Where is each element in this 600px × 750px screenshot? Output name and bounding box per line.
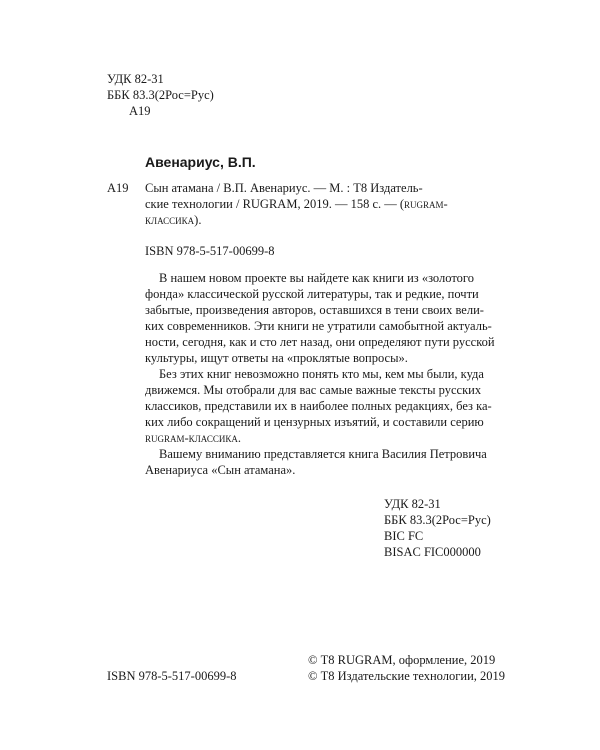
p1-line: фонда» классической русской литературы, так и редкие, почти [145,287,479,301]
paragraph-3 [145,446,505,478]
paragraph-2 [145,366,505,446]
record-line-2: ские технологии / RUGRAM, 2019. — 158 с. — (rugram- [145,197,448,211]
series-name-inline: rugram-классика [145,431,238,445]
class-udk: УДК 82-31 [384,497,441,511]
footer-isbn: ISBN 978-5-517-00699-8 [107,669,237,683]
p1-line: ких современников. Эти книги не утратили самобытной актуаль- [145,319,492,333]
p2-line: классиков, представили их в наиболее полных редакциях, без ка- [145,399,492,413]
top-codes [107,71,214,119]
record-line-1: Сын атамана / В.П. Авенариус. — М. : Т8 Издатель- [145,181,423,195]
annotation [145,270,505,478]
p2-line: Без этих книг невозможно понять кто мы, кем мы были, куда [159,367,484,381]
isbn: ISBN 978-5-517-00699-8 [145,244,275,258]
p3-line: Авенариуса «Сын атамана». [145,463,296,477]
copyright-publisher: © Т8 Издательские технологии, 2019 [308,669,506,683]
p1-line: ности, сегодня, как и сто лет назад, они определяют пути русской [145,335,495,349]
p3-line: Вашему вниманию представляется книга Василия Петровича [159,447,487,461]
footer-copyrights [308,652,505,684]
record-description [145,180,505,228]
classification-block [384,496,491,560]
record-line-3: классика). [145,213,202,227]
paragraph-1 [145,270,505,366]
udk-code: УДК 82-31 [107,72,164,86]
p1-line: культуры, ищут ответы на «проклятые вопросы». [145,351,408,365]
p1-line: забытые, произведения авторов, оставшихся в тени своих вели- [145,303,484,317]
record-author-mark: А19 [107,181,129,195]
p2-line: ких либо сокращений и цензурных изъятий, и составили серию [145,415,484,429]
bbk-code: ББК 83.3(2Рос=Рус) [107,88,214,102]
series-name: rugram- [404,197,448,211]
class-bic: BIC FC [384,529,424,543]
p1-line: В нашем новом проекте вы найдете как книги из «золотого [159,271,474,285]
class-bbk: ББК 83.3(2Рос=Рус) [384,513,491,527]
class-bisac: BISAC FIC000000 [384,545,481,559]
p2-line: rugram-классика. [145,431,241,445]
copyright-design: © Т8 RUGRAM, оформление, 2019 [308,653,496,667]
p2-line: движемся. Мы отобрали для вас самые важные тексты русских [145,383,482,397]
author-mark-top: А19 [129,104,151,118]
series-name-cont: классика [145,213,195,227]
record-author: Авенариус, В.П. [145,154,256,170]
